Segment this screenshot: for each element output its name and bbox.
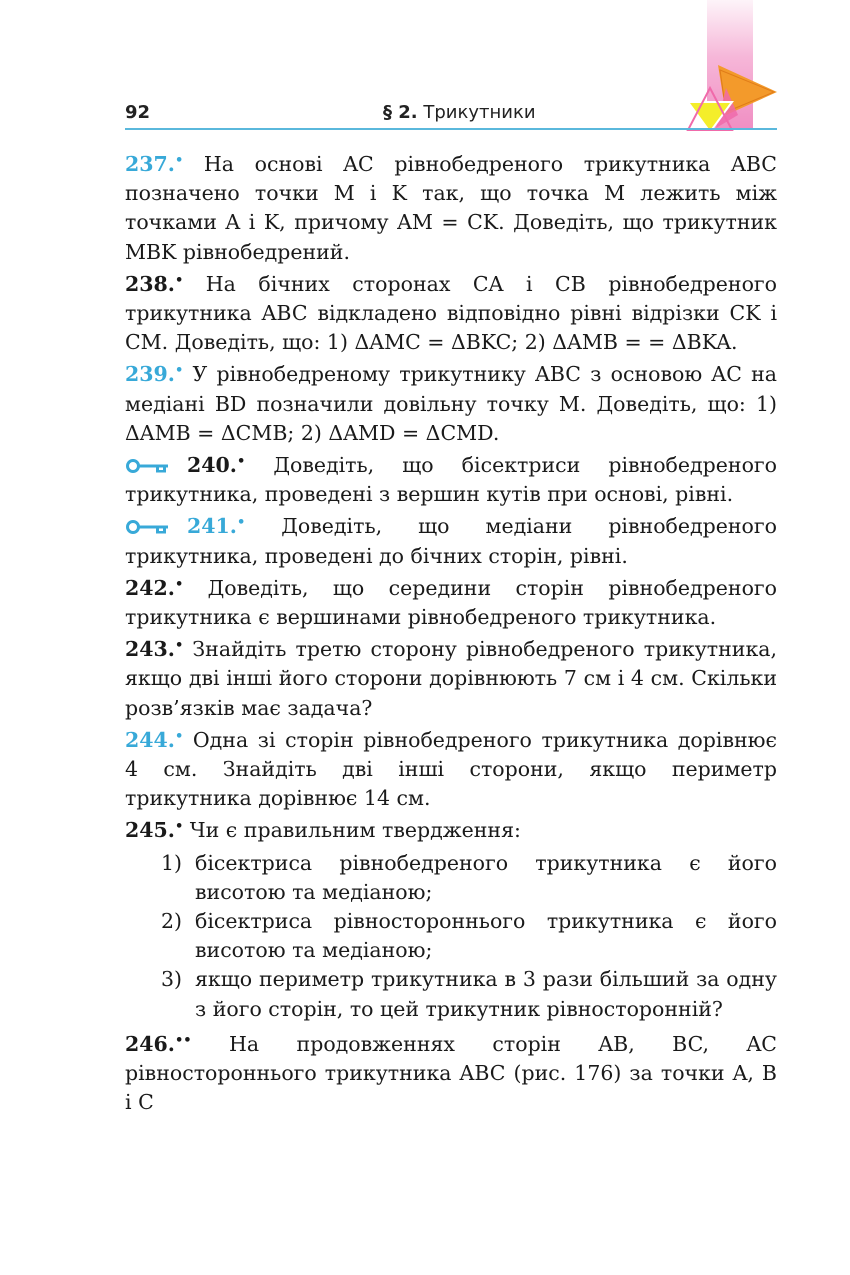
problem-text: На основі AC рівнобедреного трикутника ABC позначено точки M і K так, що точка M лежить між точками A і K, причому AM = CK. Доведіть, що трикутник MBK рівнобедрений. — [125, 152, 777, 264]
problem-239 — [125, 360, 777, 448]
problem-text: На продовженнях сторін AB, BC, AC рівностороннього трикутника ABC (рис. 176) за точки A, B і C — [125, 1031, 777, 1115]
problem-list — [125, 150, 777, 1121]
problem-number: 241.• — [187, 514, 246, 539]
problem-text: Одна зі сторін рівнобедреного трикутника дорівнює 4 см. Знайдіть дві інші сторони, якщо периметр трикутника дорівнює 14 см. — [125, 727, 777, 811]
problem-238 — [125, 270, 777, 358]
problem-text: На бічних сторонах CA і CB рівнобедреного трикутника ABC відкладено відповідно рівні відрізки CK і CM. Доведіть, що: 1) ΔAMC = ΔBKC; 2) ΔAMB = = ΔBKA. — [125, 271, 777, 355]
key-icon — [125, 519, 169, 535]
corner-triangles-decoration — [680, 40, 780, 135]
problem-241 — [125, 512, 777, 570]
problem-number: 246.•• — [125, 1031, 192, 1056]
problem-text: У рівнобедреному трикутнику ABC з основою AC на медіані BD позначили довільну точку M. Доведіть, що: 1) ΔAMB = ΔCMB; 2) ΔAMD = ΔCMD. — [125, 362, 777, 445]
problem-240 — [125, 451, 777, 509]
key-icon — [125, 458, 169, 474]
problem-text: Чи є правильним твердження: — [189, 818, 521, 843]
problem-245 — [125, 816, 777, 845]
problem-number: 238.• — [125, 271, 184, 296]
problem-number: 243.• — [125, 637, 184, 662]
problem-245-items — [125, 849, 777, 1024]
problem-text: Знайдіть третю сторону рівнобедреного трикутника, якщо дві інші його сторони дорівнюють 7 см і 4 см. Скільки розв’язків має задача? — [125, 637, 777, 720]
section-mark: § 2. — [383, 102, 418, 123]
problem-237 — [125, 150, 777, 267]
list-item: 3) якщо периметр трикутника в 3 рази більший за одну з його сторін, то цей трикутник рівносторонній? — [161, 967, 777, 1021]
page-number: 92 — [125, 102, 151, 123]
problem-number: 239.• — [125, 362, 184, 387]
problem-text: Доведіть, що медіани рівнобедреного трикутника, проведені до бічних сторін, рівні. — [125, 514, 777, 568]
problem-243 — [125, 635, 777, 723]
section-title: Трикутники — [423, 102, 536, 123]
problem-244 — [125, 726, 777, 814]
problem-text: Доведіть, що середини сторін рівнобедреного трикутника є вершинами рівнобедреного трикутника. — [125, 575, 777, 630]
problem-242 — [125, 574, 777, 632]
header-rule — [125, 128, 777, 130]
problem-text: Доведіть, що бісектриси рівнобедреного трикутника, проведені з вершин кутів при основі, рівні. — [125, 453, 777, 507]
list-item: 1) бісектриса рівнобедреного трикутника є його висотою та медіаною; — [161, 850, 777, 904]
problem-number: 237.• — [125, 152, 184, 176]
problem-number: 242.• — [125, 575, 184, 600]
problem-number: 245.• — [125, 818, 184, 843]
problem-246 — [125, 1030, 777, 1118]
problem-number: 240.• — [187, 453, 246, 478]
list-item: 2) бісектриса рівностороннього трикутника є його висотою та медіаною; — [161, 909, 777, 963]
problem-number: 244.• — [125, 727, 184, 752]
running-header — [383, 102, 536, 123]
